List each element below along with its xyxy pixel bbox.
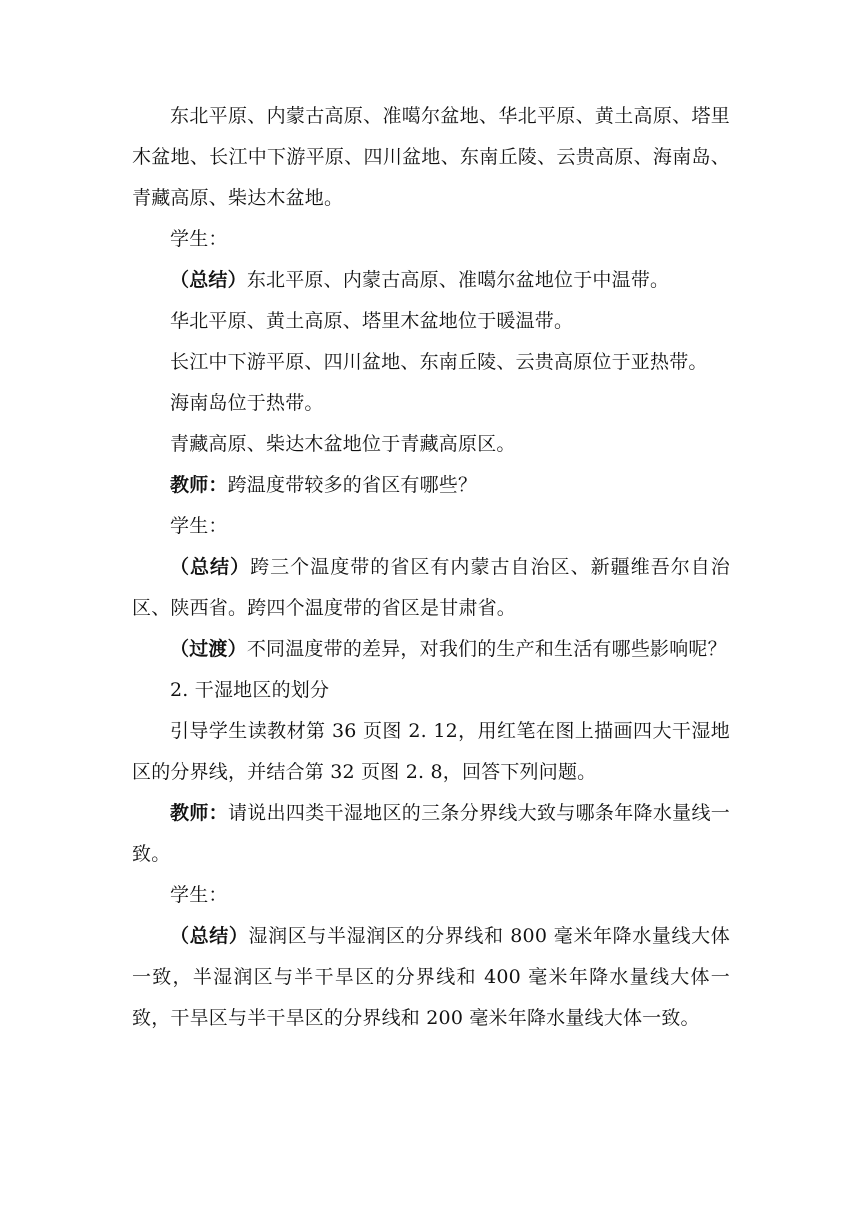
transition-text: 不同温度带的差异，对我们的生产和生活有哪些影响呢？ xyxy=(246,638,727,660)
student-prompt: 学生： xyxy=(170,228,228,250)
student-prompt-3: 学生： xyxy=(170,884,228,906)
summary-label-3: （总结） xyxy=(170,925,249,947)
student-prompt-2: 学生： xyxy=(170,515,228,537)
summary-paragraph-boundaries xyxy=(132,916,730,1039)
teacher-question-temperature xyxy=(132,465,730,506)
teacher-question-boundaries xyxy=(132,793,730,875)
summary-text: 东北平原、内蒙古高原、准噶尔盆地位于中温带。 xyxy=(246,269,670,291)
transition-paragraph xyxy=(132,629,730,670)
teacher-question-text: 跨温度带较多的省区有哪些？ xyxy=(227,474,478,496)
section-heading-dry-wet: 2. 干湿地区的划分 xyxy=(170,679,330,701)
subtropical-paragraph: 长江中下游平原、四川盆地、东南丘陵、云贵高原位于亚热带。 xyxy=(170,351,708,373)
plateau-paragraph: 青藏高原、柴达木盆地位于青藏高原区。 xyxy=(170,433,516,455)
summary-paragraph-temperate xyxy=(132,260,730,301)
document-page xyxy=(132,96,730,1039)
tropical-paragraph: 海南岛位于热带。 xyxy=(170,392,324,414)
landforms-list-paragraph: 东北平原、内蒙古高原、准噶尔盆地、华北平原、黄土高原、塔里木盆地、长江中下游平原、四川盆地、东南丘陵、云贵高原、海南岛、青藏高原、柴达木盆地。 xyxy=(132,105,730,209)
summary-label: （总结） xyxy=(170,269,247,291)
warm-temperate-paragraph: 华北平原、黄土高原、塔里木盆地位于暖温带。 xyxy=(170,310,574,332)
teacher-label-2: 教师： xyxy=(170,802,228,824)
teacher-question-text-2: 请说出四类干湿地区的三条分界线大致与哪条年降水量线一致。 xyxy=(132,802,731,865)
teacher-label: 教师： xyxy=(170,474,228,496)
guide-paragraph: 引导学生读教材第 36 页图 2. 12，用红笔在图上描画四大干湿地区的分界线，并结合第 32 页图 2. 8，回答下列问题。 xyxy=(132,720,730,783)
summary-label-2: （总结） xyxy=(170,556,251,578)
transition-label: （过渡） xyxy=(170,638,247,660)
summary-text-2: 跨三个温度带的省区有内蒙古自治区、新疆维吾尔自治区、陕西省。跨四个温度带的省区是甘肃省。 xyxy=(132,556,730,619)
summary-paragraph-provinces xyxy=(132,547,730,629)
summary-text-3: 湿润区与半湿润区的分界线和 800 毫米年降水量线大体一致，半湿润区与半干旱区的分界线和 400 毫米年降水量线大体一致，干旱区与半干旱区的分界线和 200 毫米年降水量线大体一致。 xyxy=(132,925,730,1029)
